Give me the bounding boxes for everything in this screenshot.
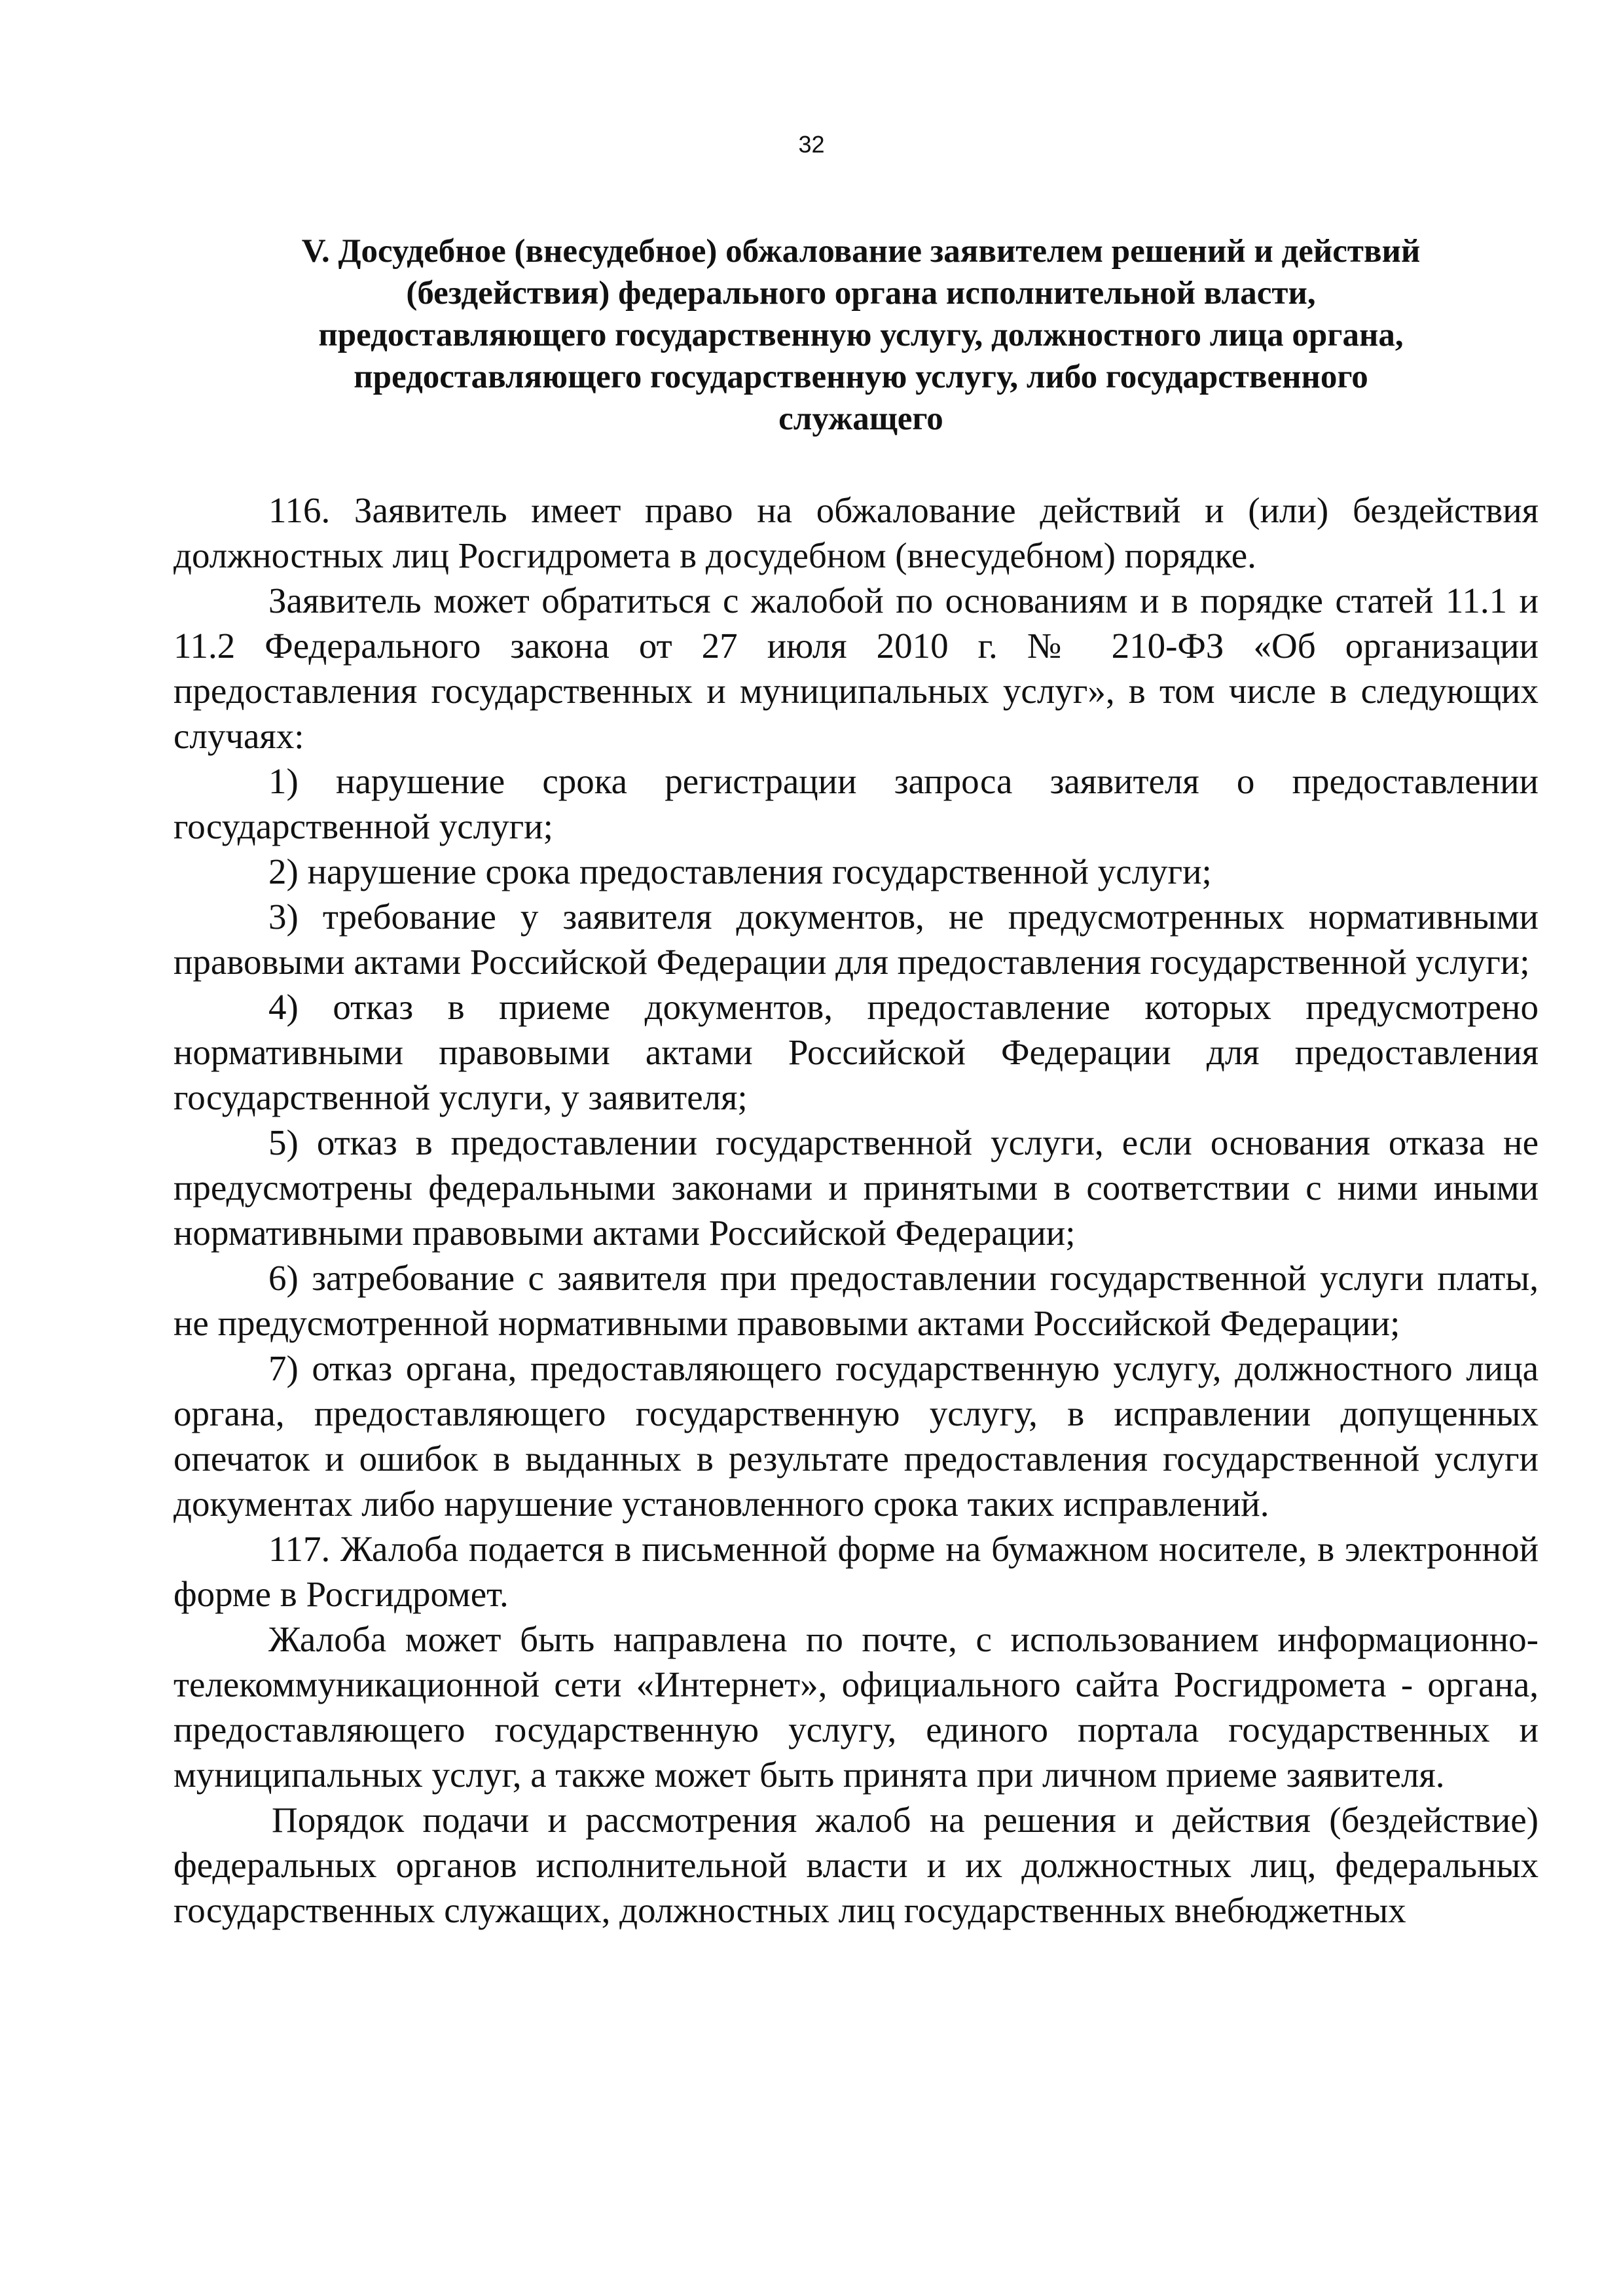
list-item-3: 3) требование у заявителя документов, не предусмотренных нормативными правовыми актами Российской Федерации для предоставления государственной услуги; [173, 897, 1539, 982]
page-number: 32 [798, 131, 825, 158]
list-item-1: 1) нарушение срока регистрации запроса заявителя о предоставлении государственной услуги; [173, 761, 1539, 846]
document-body [173, 488, 1539, 1933]
paragraph-116: 116. Заявитель имеет право на обжалование действий и (или) бездействия должностных лиц Росгидромета в досудебном (внесудебном) порядке. [173, 490, 1539, 575]
heading-line: предоставляющего государственную услугу, должностного лица органа, [318, 317, 1404, 353]
heading-line: V. Досудебное (внесудебное) обжалование заявителем решений и действий [301, 233, 1421, 270]
list-item-4: 4) отказ в приеме документов, предоставление которых предусмотрено нормативными правовыми актами Российской Федерации для предоставления государственной услуги, у заявителя; [173, 987, 1539, 1117]
list-item-6: 6) затребование с заявителя при предоставлении государственной услуги платы, не предусмотренной нормативными правовыми актами Российской Федерации; [173, 1258, 1539, 1343]
list-item-2: 2) нарушение срока предоставления государственной услуги; [268, 852, 1212, 891]
section-heading [216, 230, 1506, 440]
heading-line: предоставляющего государственную услугу, либо государственного [354, 359, 1368, 395]
paragraph-117: 117. Жалоба подается в письменной форме на бумажном носителе, в электронной форме в Росгидромет. [173, 1529, 1539, 1614]
heading-line: (бездействия) федерального органа исполнительной власти, [406, 275, 1316, 312]
list-item-5: 5) отказ в предоставлении государственной услуги, если основания отказа не предусмотрены федеральными законами и принятыми в соответствии с ними иными нормативными правовыми актами Российской Федерации; [173, 1122, 1539, 1253]
heading-line: служащего [778, 401, 943, 437]
paragraph-grounds: Заявитель может обратиться с жалобой по основаниям и в порядке статей 11.1 и 11.2 Федерального закона от 27 июля 2010 г. № 210-ФЗ «Об организации предоставления государственных и муниципальных услуг», в том числе в следующих случаях: [173, 581, 1539, 756]
list-item-7: 7) отказ органа, предоставляющего государственную услугу, должностного лица органа, предоставляющего государственную услугу, в исправлении допущенных опечаток и ошибок в выданных в результате предоставления государственной услуги документах либо нарушение установленного срока таких исправлений. [173, 1348, 1539, 1524]
paragraph-submission-channels: Жалоба может быть направлена по почте, с использованием информационно-телекоммуникационной сети «Интернет», официального сайта Росгидромета - органа, предоставляющего государственную услугу, единого портала государственных и муниципальных услуг, а также может быть принята при личном приеме заявителя. [173, 1619, 1539, 1795]
paragraph-procedure: Порядок подачи и рассмотрения жалоб на решения и действия (бездействие) федеральных органов исполнительной власти и их должностных лиц, федеральных государственных служащих, должностных лиц государственных внебюджетных [173, 1800, 1539, 1930]
